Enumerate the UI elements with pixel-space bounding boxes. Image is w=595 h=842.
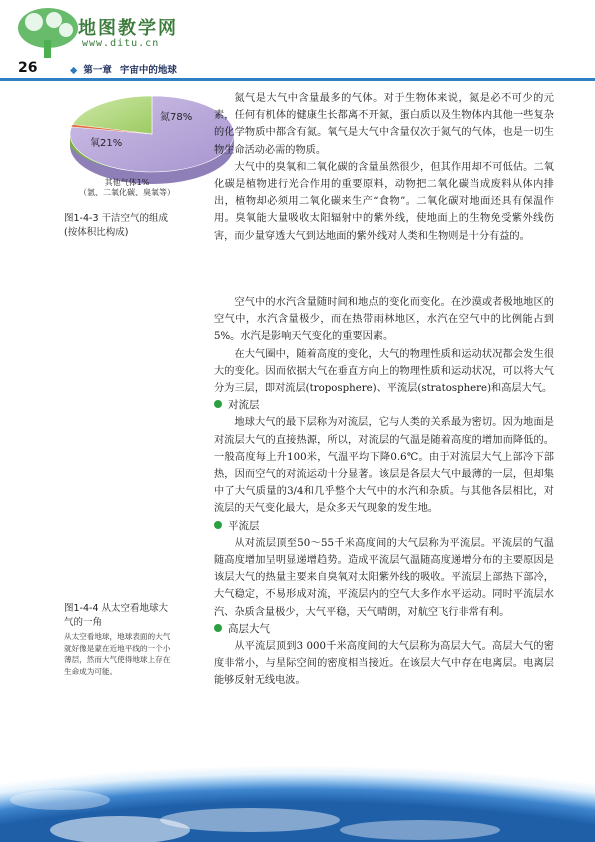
figure2-description: 从太空看地球，地球表面的大气就好像是蒙在近地平线的一个小薄层，然而大气使得地球上存在生命成为可能。 [64,632,171,676]
main-text-continued [214,294,554,690]
green-bullet-icon [214,624,222,632]
chapter-label: 第一章 [83,65,112,76]
paragraph: 大气中的臭氧和二氧化碳的含量虽然很少，但其作用却不可低估。二氧化碳是植物进行光合作用的重要原料，动物把二氧化碳当成废料从体内排出，植物却必须用二氧化碳来生产“食物”。二氧化碳对地面还具有保温作用。臭氧能大量吸收太阳辐射中的紫外线，使地面上的生物免受紫外线伤害，而少量穿透大气到达地面的紫外线对人类和生物则是十分有益的。 [214,161,554,242]
paragraph: 地球大气的最下层称为对流层，它与人类的关系最为密切。因为地面是对流层大气的直接热源，所以，对流层的气温是随着高度的增加而降低的。一般高度每上升100米，气温平均下降0.6℃。由于对流层大气上部冷下部热，因而空气的对流运动十分显著。该层是各层大气中最薄的一层，但却集中了大气质量的3/4和几乎整个大气中的水汽和杂质。与其他各层相比，对流层的天气变化最大，是众多天气现象的发生地。 [214,417,554,515]
figure1-caption: 图1-4-3 干洁空气的组成(按体积比构成) [64,213,169,238]
section-heading-stratosphere: 平流层 [214,518,554,535]
pie-label-nitrogen: 氮78% [160,112,193,123]
paragraph: 空气中的水汽含量随时间和地点的变化而变化。在沙漠或者极地地区的空气中，水汽含量极少，而在热带雨林地区，水汽在空气中的比例能占到5%。水汽是影响天气变化的重要因素。 [214,297,554,343]
paragraph: 氮气是大气中含量最多的气体。对于生物体来说，氮是必不可少的元素，任何有机体的健康生长都离不开氮，蛋白质以及生物体内其他一些复杂的化学物质中都含有氮。氧气是大气中含量仅次于氮气的气体，也是一切生物生命活动必需的物质。 [214,93,554,156]
main-text [214,90,554,245]
tree-logo-icon [14,4,86,60]
diamond-icon: ◆ [70,65,78,76]
section-heading-troposphere: 对流层 [214,397,554,414]
pie-other-caption [62,178,192,198]
page-number: 26 [18,60,38,76]
pie-label-other-detail: （氩、二氧化碳、臭氧等） [79,188,175,197]
chapter-header [70,62,177,76]
paragraph: 从对流层顶至50～55千米高度间的大气层称为平流层。平流层的气温随高度增加呈明显递增趋势。造成平流层气温随高度递增分布的主要原因是该层大气的热量主要来自臭氧对太阳紫外线的吸收。平流层上部热下部冷，大气稳定，不易形成对流，平流层内的空气大多作水平运动。同时平流层水汽、杂质含量极少，大气平稳，天气晴朗，对航空飞行非常有利。 [214,537,554,618]
pie-label-other: 其他气体1% [104,178,150,187]
earth-from-space-image [0,680,595,842]
chapter-title: 宇宙中的地球 [119,65,177,76]
green-bullet-icon [214,400,222,408]
header-rule [0,78,595,81]
paragraph: 从平流层顶到3 000千米高度间的大气层称为高层大气。高层大气的密度非常小，与星际空间的密度相当接近。在该层大气中存在电离层。电离层能够反射无线电波。 [214,641,554,687]
figure2-caption: 图1-4-4 从太空看地球大气的一角 [64,603,169,628]
green-bullet-icon [214,521,222,529]
paragraph: 在大气圈中，随着高度的变化，大气的物理性质和运动状况都会发生很大的变化。因而依据大气在垂直方向上的物理性质和运动状况，可以将大气分为三层，即对流层(troposphere)、平流层(stratosphere)和高层大气。 [214,348,554,395]
watermark-title: 地图教学网 [78,18,178,39]
section-heading-upper-atmosphere: 高层大气 [214,621,554,638]
pie-label-oxygen: 氧21% [90,138,123,149]
watermark-url: www.ditu.cn [82,38,160,49]
